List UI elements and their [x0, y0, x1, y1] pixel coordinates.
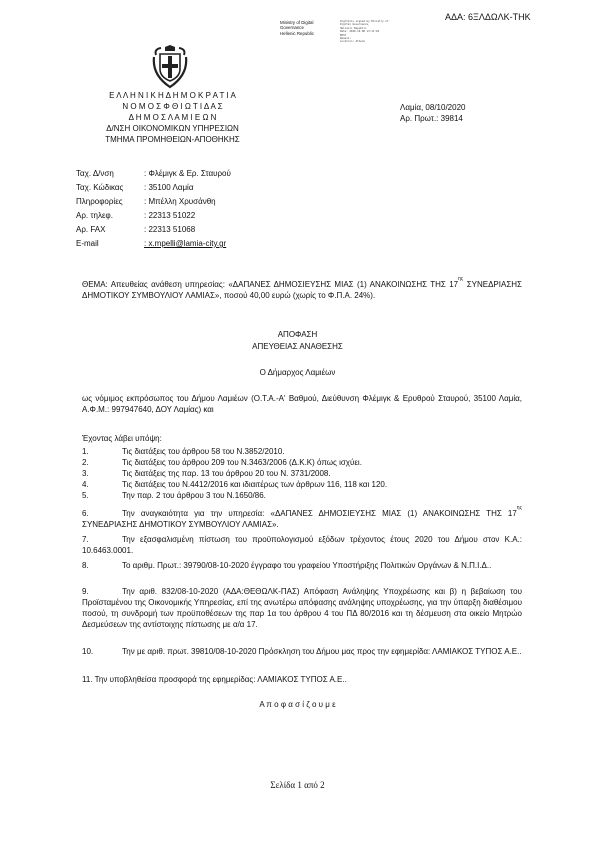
directorate-name: Δ/ΝΣΗ ΟΙΚΟΝΟΜΙΚΩΝ ΥΠΗΡΕΣΙΩΝ	[106, 124, 239, 133]
municipality-name: Δ Η Μ Ο Σ Λ Α Μ Ι Ε Ω Ν	[128, 113, 217, 122]
list-item-7: 7. Την εξασφαλισμένη πίστωση του προϋπολογισμού εξόδων τρέχοντος έτους 2020 του Δήμου στον Κ.Α.: 10.6463.0001.	[82, 535, 522, 555]
date-protocol	[400, 102, 465, 124]
list-item-10: 10. Την με αριθ. πρωτ. 39810/08-10-2020 Πρόσκληση του Δήμου μας προς την εφημερίδα: ΛΑΜΙΑΚΟΣ ΤΥΠΟΣ Α.Ε..	[82, 647, 522, 656]
list-item: 3. Τις διατάξεις της παρ. 13 του άρθρου 20 του Ν. 3731/2008.	[82, 469, 331, 478]
list-item-9: 9. Την αριθ. 832/08-10-2020 (ΑΔΑ:ΘΕΘΩΛΚ-ΠΑΣ) Απόφαση Ανάληψης Υποχρέωσης και β) η βεβαίωση του Προϊσταμένου της Οικονομικής Υπηρεσίας, επί της ανωτέρω απόφασης ανάληψης υποχρέωσης, για την ύπαρξη διαθέσιμου ποσού, τη συνδρομή των προϋποθέσεων της παρ 1α του άρθρου 4 του ΠΔ 80/2016 και τη δέσμευση στα οικείο Μητρώο Δεσμεύσεων της αντίστοιχης πίστωσης με α/α 17.	[82, 587, 522, 629]
country-name: Ε Λ Λ Η Ν Ι Κ Η Δ Η Μ Ο Κ Ρ Α Τ Ι Α	[109, 91, 236, 100]
contact-row: Αρ. τηλεφ. : 22313 51022	[76, 211, 196, 220]
decision-subtitle: ΑΠΕΥΘΕΙΑΣ ΑΝΑΘΕΣΗΣ	[252, 342, 343, 351]
list-item: 1. Τις διατάξεις του άρθρου 58 του Ν.3852/2010.	[82, 447, 285, 456]
decides-heading: Α π ο φ α σ ί ζ ο υ μ ε	[259, 700, 336, 709]
list-item: 2. Τις διατάξεις του άρθρου 209 του Ν.3463/2006 (Δ.Κ.Κ) όπως ισχύει.	[82, 458, 362, 467]
contact-row: Αρ. FAX : 22313 51068	[76, 225, 196, 234]
subject: ΘΕΜΑ: Απευθείας ανάθεση υπηρεσίας: «ΔΑΠΑΝΕΣ ΔΗΜΟΣΙΕΥΣΗΣ ΜΙΑΣ (1) ΑΝΑΚΟΙΝΩΣΗΣ ΤΗΣ $17^{\eta\varsigma}$ ΣΥΝΕΔΡΙΑΣΗΣ ΔΗΜΟΤΙΚΟΥ ΣΥΜΒΟΥΛΙΟΥ ΛΑΜΙΑΣ», ποσού 40,00 ευρώ (χωρίς το Φ.Π.Α. 24%).	[82, 276, 522, 300]
decision-title: ΑΠΟΦΑΣΗ	[277, 330, 318, 339]
contact-row: Ταχ. Κώδικας : 35100 Λαμία	[76, 183, 194, 192]
list-item-6: 6. Την αναγκαιότητα για την υπηρεσία: «ΔΑΠΑΝΕΣ ΔΗΜΟΣΙΕΥΣΗΣ ΜΙΑΣ (1) ΑΝΑΚΟΙΝΩΣΗΣ ΤΗΣ $17^{\eta\varsigma}$ ΣΥΝΕΔΡΙΑΣΗΣ ΔΗΜΟΤΙΚΟΥ ΣΥΜΒΟΥΛΙΟΥ ΛΑΜΙΑΣ».	[82, 505, 522, 529]
considering-heading: Έχοντας λάβει υπόψη:	[82, 434, 162, 443]
greek-coat-of-arms-icon	[151, 45, 189, 89]
ada-code: ΑΔΑ: 6ΞΛΔΩΛΚ-ΤΗΚ	[445, 12, 531, 22]
protocol-number: Αρ. Πρωτ.: 39814	[400, 114, 463, 123]
contact-row: Ταχ. Δ/νση : Φλέμιγκ & Ερ. Σταυρού	[76, 169, 231, 178]
email-link[interactable]: : x.mpelli@lamia-city.gr	[144, 239, 227, 248]
ministry-label: Ministry of Digital Governance Hellenic Republic	[280, 20, 314, 36]
prefecture-name: Ν Ο Μ Ο Σ Φ Θ Ι Ω Τ Ι Δ Α Σ	[122, 102, 223, 111]
mayor-heading: Ο Δήμαρχος Λαμιέων	[259, 368, 336, 377]
issuing-authority	[70, 90, 275, 145]
contact-info	[76, 167, 336, 251]
signature-details: Digitally signed by Ministry of Digital Governance, Hellenic Republic Date: 2020.10.08 13:11:18 EEST Reason: Location: Athens	[340, 20, 389, 44]
considerations-list	[82, 446, 522, 501]
page-footer: Σελίδα 1 από 2	[270, 780, 325, 790]
contact-row: E-mail : x.mpelli@lamia-city.gr	[76, 237, 336, 251]
list-item-11: 11. Την υποβληθείσα προσφορά της εφημερίδας: ΛΑΜΙΑΚΟΣ ΤΥΠΟΣ Α.Ε..	[82, 675, 347, 684]
document-date: Λαμία, 08/10/2020	[400, 103, 466, 112]
list-item: 4. Τις διατάξεις του Ν.4412/2016 και ιδιαιτέρως των άρθρων 116, 118 και 120.	[82, 480, 388, 489]
list-item-8: 8. Το αριθμ. Πρωτ.: 39790/08-10-2020 έγγραφο του γραφείου Υποστήριξης Πολιτικών Οργάνων & Ν.Π.Ι.Δ..	[82, 561, 492, 570]
list-item: 5. Την παρ. 2 του άρθρου 3 του Ν.1650/86.	[82, 491, 266, 500]
department-name: ΤΜΗΜΑ ΠΡΟΜΗΘΕΙΩΝ-ΑΠΟΘΗΚΗΣ	[105, 135, 240, 144]
contact-row: Πληροφορίες : Μπέλλη Χρυσάνθη	[76, 197, 216, 206]
representative-paragraph: ως νόμιμος εκπρόσωπος του Δήμου Λαμιέων (Ο.Τ.Α.-Α' Βαθμού, Διεύθυνση Φλέμιγκ & Ερυθρού Σταυρού, 35100 Λαμία, Α.Φ.Μ.: 997947640, ΔΟΥ Λαμίας) και	[82, 394, 522, 414]
